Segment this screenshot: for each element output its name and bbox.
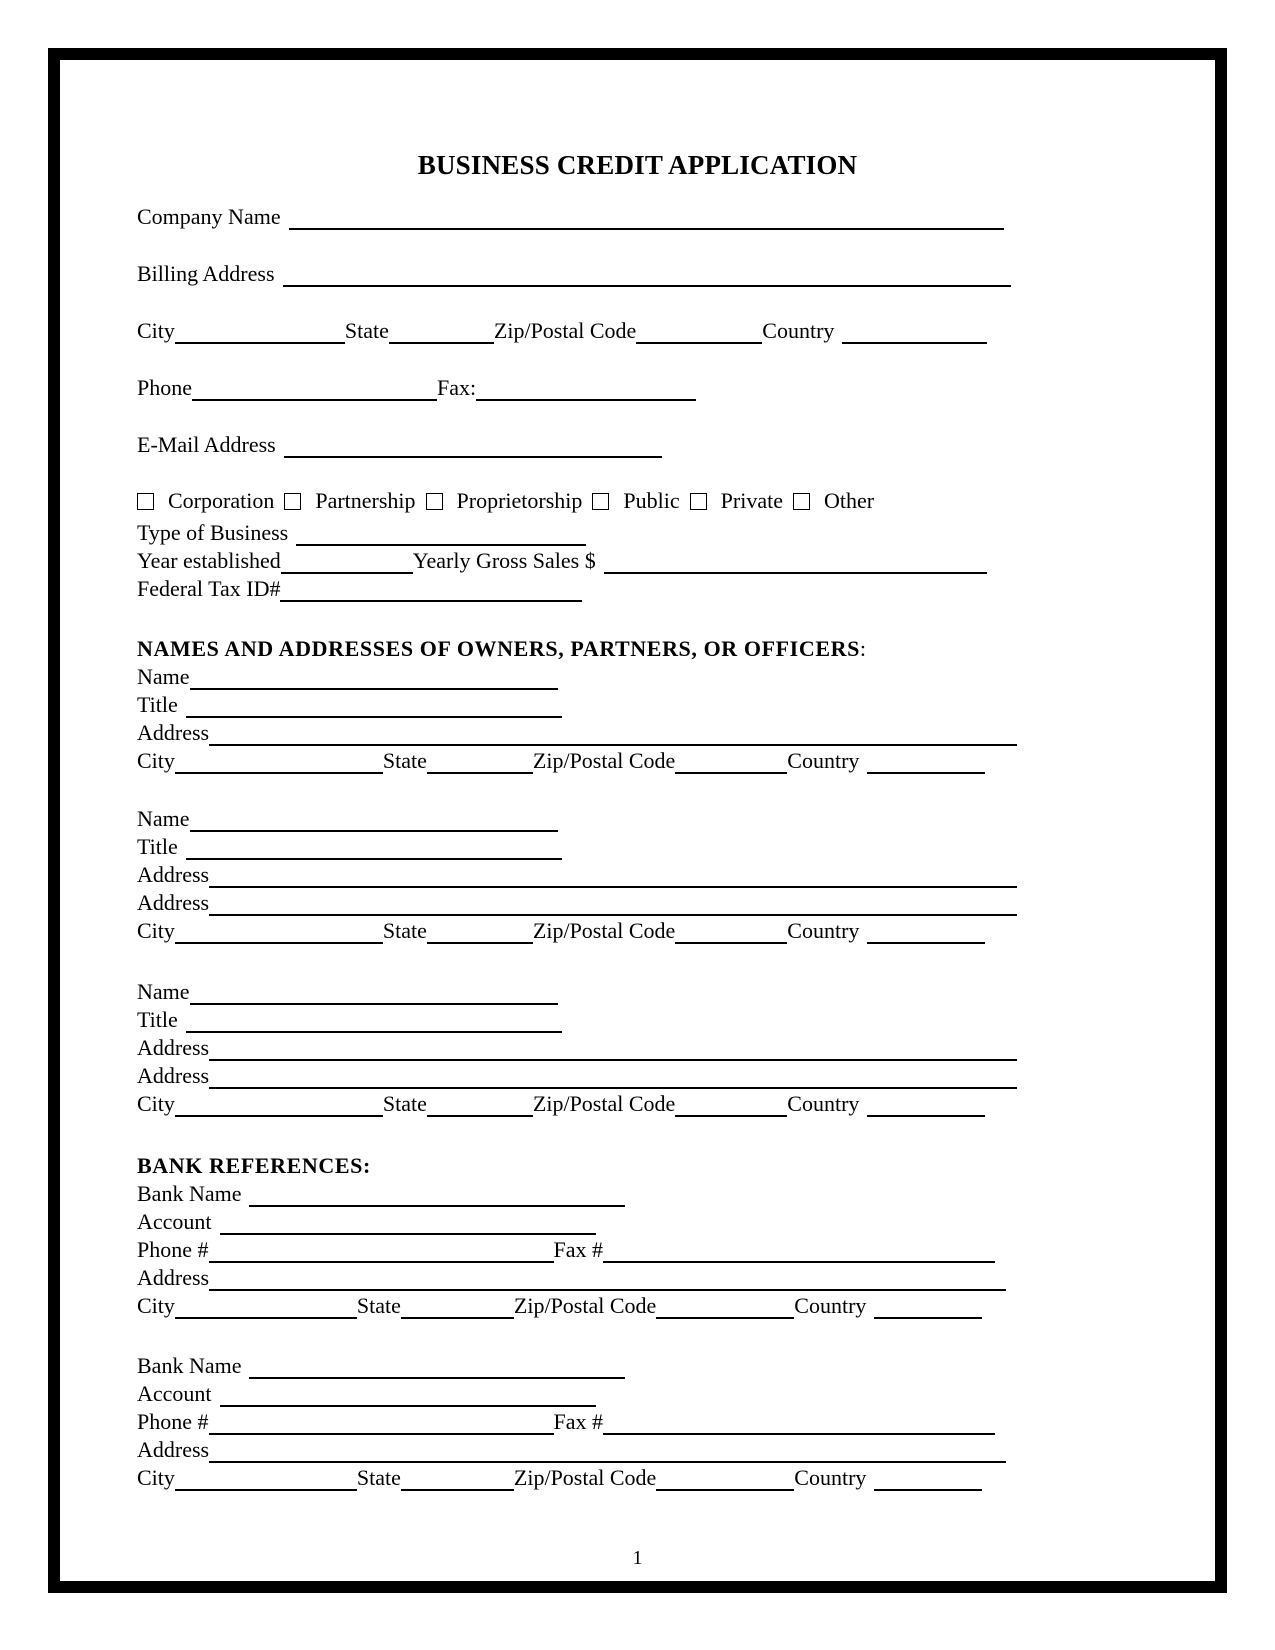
bank-fax-field[interactable] <box>603 1261 995 1263</box>
bank-state-field[interactable] <box>401 1489 514 1491</box>
bank-heading: BANK REFERENCES: <box>137 1153 371 1178</box>
owner3-title-row <box>137 1007 562 1033</box>
owner-state-label: State <box>382 1091 427 1116</box>
bank-address-field[interactable] <box>209 1461 1006 1463</box>
bank2-city-row <box>137 1465 982 1491</box>
owner-zip-field[interactable] <box>675 942 787 944</box>
owner-city-field[interactable] <box>175 942 383 944</box>
year-sales-row <box>137 548 987 574</box>
owner-zip-field[interactable] <box>675 1115 787 1117</box>
owner-city-label: City <box>137 748 175 773</box>
owner-address-field[interactable] <box>209 744 1017 746</box>
bank-fax-field[interactable] <box>603 1433 995 1435</box>
owner-country-field[interactable] <box>867 1115 985 1117</box>
bank-phone-field[interactable] <box>209 1433 554 1435</box>
owner-state-label: State <box>382 918 427 943</box>
page-title: BUSINESS CREDIT APPLICATION <box>417 150 858 180</box>
bank-state-label: State <box>356 1293 401 1318</box>
bank-fax-label: Fax # <box>553 1237 603 1262</box>
owner-country-field[interactable] <box>867 942 985 944</box>
bank-name-field[interactable] <box>249 1377 625 1379</box>
bank2-address-row <box>137 1437 1006 1463</box>
yearly-gross-sales-field[interactable] <box>604 572 987 574</box>
checkbox-icon[interactable] <box>690 493 707 510</box>
owner-name-field[interactable] <box>190 688 558 690</box>
country-field[interactable] <box>842 342 987 344</box>
bank-fax-label: Fax # <box>553 1409 603 1434</box>
owner-city-field[interactable] <box>175 772 383 774</box>
bank1-name-row <box>137 1181 625 1207</box>
owner-title-label: Title <box>137 1007 178 1032</box>
year-established-field[interactable] <box>281 572 413 574</box>
bank-name-field[interactable] <box>249 1205 625 1207</box>
zip-label: Zip/Postal Code <box>493 318 637 343</box>
owner-address-label: Address <box>137 720 210 745</box>
email-row <box>137 432 662 458</box>
owner-address-field[interactable] <box>209 1087 1017 1089</box>
bank-city-label: City <box>137 1293 175 1318</box>
bank1-city-row <box>137 1293 982 1319</box>
bank-address-label: Address <box>137 1265 210 1290</box>
owner3-address2-row <box>137 1063 1017 1089</box>
owner3-city-row <box>137 1091 985 1117</box>
bank-state-label: State <box>356 1465 401 1490</box>
owner1-address-row <box>137 720 1017 746</box>
bank-country-label: Country <box>794 1293 867 1318</box>
bank-address-label: Address <box>137 1437 210 1462</box>
owner-name-label: Name <box>137 979 190 1004</box>
owner-zip-label: Zip/Postal Code <box>532 1091 676 1116</box>
email-field[interactable] <box>284 456 662 458</box>
owner-name-label: Name <box>137 664 190 689</box>
bank-state-field[interactable] <box>401 1317 514 1319</box>
owner1-title-row <box>137 692 562 718</box>
federal-tax-id-field[interactable] <box>280 600 582 602</box>
year-established-label: Year established <box>137 548 281 573</box>
owner2-name-row <box>137 806 558 832</box>
bank-phone-label: Phone # <box>137 1409 209 1434</box>
fax-field[interactable] <box>476 399 696 401</box>
bank1-phone-row <box>137 1237 995 1263</box>
bank-zip-label: Zip/Postal Code <box>513 1465 657 1490</box>
billing-address-row <box>137 261 1011 287</box>
phone-field[interactable] <box>192 399 437 401</box>
owner-state-field[interactable] <box>427 942 533 944</box>
company-name-row <box>137 204 1004 230</box>
bank-zip-field[interactable] <box>656 1489 794 1491</box>
city-label: City <box>137 318 175 343</box>
owner3-address-row <box>137 1035 1017 1061</box>
checkbox-partnership[interactable]: Partnership <box>284 488 415 514</box>
business-type-checkboxes <box>137 488 884 514</box>
bank-zip-label: Zip/Postal Code <box>513 1293 657 1318</box>
owner-city-label: City <box>137 1091 175 1116</box>
owner2-title-row <box>137 834 562 860</box>
owner3-name-row <box>137 979 558 1005</box>
bank-account-label: Account <box>137 1381 212 1406</box>
phone-label: Phone <box>137 375 192 400</box>
bank-city-field[interactable] <box>175 1317 357 1319</box>
type-of-business-field[interactable] <box>296 544 586 546</box>
fax-label: Fax: <box>437 375 477 400</box>
owner1-name-row <box>137 664 558 690</box>
bank-name-label: Bank Name <box>137 1181 242 1206</box>
owner-name-field[interactable] <box>190 1003 558 1005</box>
bank-city-label: City <box>137 1465 175 1490</box>
billing-address-label: Billing Address <box>137 261 275 286</box>
owner-city-label: City <box>137 918 175 943</box>
billing-address-field[interactable] <box>283 285 1011 287</box>
bank-address-field[interactable] <box>209 1289 1006 1291</box>
bank-account-field[interactable] <box>220 1405 596 1407</box>
email-label: E-Mail Address <box>137 432 276 457</box>
owner-country-label: Country <box>787 918 860 943</box>
bank-country-label: Country <box>794 1465 867 1490</box>
owner-country-label: Country <box>787 1091 860 1116</box>
owner2-address-row <box>137 862 1017 888</box>
checkbox-icon[interactable] <box>284 493 301 510</box>
checkbox-proprietorship[interactable]: Proprietorship <box>426 488 583 514</box>
owner-title-field[interactable] <box>186 1031 562 1033</box>
bank2-name-row <box>137 1353 625 1379</box>
owner-name-field[interactable] <box>190 830 558 832</box>
checkbox-icon[interactable] <box>137 493 154 510</box>
checkbox-icon[interactable] <box>592 493 609 510</box>
owner-country-label: Country <box>787 748 860 773</box>
owner-address-field[interactable] <box>209 886 1017 888</box>
bank-country-field[interactable] <box>874 1317 982 1319</box>
owners-heading: NAMES AND ADDRESSES OF OWNERS, PARTNERS, OR OFFICERS: <box>137 636 867 661</box>
owner-title-field[interactable] <box>186 716 562 718</box>
checkbox-corporation[interactable]: Corporation <box>137 488 274 514</box>
state-label: State <box>344 318 389 343</box>
yearly-gross-sales-label: Yearly Gross Sales $ <box>412 548 596 573</box>
state-field[interactable] <box>389 342 494 344</box>
page-number: 1 <box>632 1547 643 1569</box>
checkbox-icon[interactable] <box>793 493 810 510</box>
country-label: Country <box>762 318 835 343</box>
bank2-account-row <box>137 1381 596 1407</box>
city-field[interactable] <box>175 342 345 344</box>
owner-address-field[interactable] <box>209 914 1017 916</box>
company-city-row <box>137 318 987 344</box>
owner-zip-label: Zip/Postal Code <box>532 748 676 773</box>
phone-fax-row <box>137 375 696 401</box>
bank-zip-field[interactable] <box>656 1317 794 1319</box>
bank-city-field[interactable] <box>175 1489 357 1491</box>
owner-state-label: State <box>382 748 427 773</box>
owner-zip-label: Zip/Postal Code <box>532 918 676 943</box>
owner2-city-row <box>137 918 985 944</box>
owner-zip-field[interactable] <box>675 772 787 774</box>
bank-country-field[interactable] <box>874 1489 982 1491</box>
owner-address-label: Address <box>137 862 210 887</box>
owner-address-label: Address <box>137 1035 210 1060</box>
owner-title-label: Title <box>137 834 178 859</box>
checkbox-other[interactable]: Other <box>793 488 874 514</box>
company-name-field[interactable] <box>289 228 1004 230</box>
owner-address-label: Address <box>137 890 210 915</box>
owner-address-field[interactable] <box>209 1059 1017 1061</box>
zip-field[interactable] <box>636 342 762 344</box>
owner-state-field[interactable] <box>427 1115 533 1117</box>
federal-tax-row <box>137 576 582 602</box>
company-name-label: Company Name <box>137 204 281 229</box>
owner-state-field[interactable] <box>427 772 533 774</box>
owner-title-field[interactable] <box>186 858 562 860</box>
type-of-business-label: Type of Business <box>137 520 289 545</box>
owner-address-label: Address <box>137 1063 210 1088</box>
bank1-account-row <box>137 1209 596 1235</box>
bank-name-label: Bank Name <box>137 1353 242 1378</box>
checkbox-private[interactable]: Private <box>690 488 783 514</box>
federal-tax-id-label: Federal Tax ID# <box>137 576 281 601</box>
owner-city-field[interactable] <box>175 1115 383 1117</box>
owner2-address2-row <box>137 890 1017 916</box>
bank-phone-field[interactable] <box>209 1261 554 1263</box>
owner-country-field[interactable] <box>867 772 985 774</box>
bank2-phone-row <box>137 1409 995 1435</box>
type-of-business-row <box>137 520 586 546</box>
bank1-address-row <box>137 1265 1006 1291</box>
bank-account-field[interactable] <box>220 1233 596 1235</box>
bank-phone-label: Phone # <box>137 1237 209 1262</box>
owner1-city-row <box>137 748 985 774</box>
owner-name-label: Name <box>137 806 190 831</box>
checkbox-public[interactable]: Public <box>592 488 679 514</box>
bank-account-label: Account <box>137 1209 212 1234</box>
checkbox-icon[interactable] <box>426 493 443 510</box>
owner-title-label: Title <box>137 692 178 717</box>
